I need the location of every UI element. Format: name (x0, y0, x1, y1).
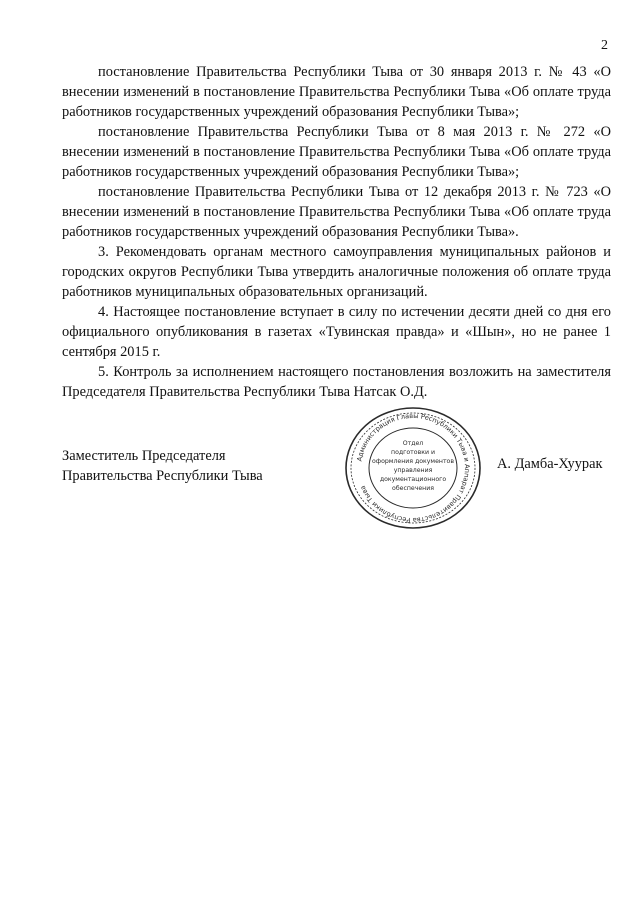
signatory-title-line: Заместитель Председателя (62, 448, 226, 464)
page-number: 2 (601, 38, 608, 53)
paragraph: постановление Правительства Республики Тыва от 30 января 2013 г. № 43 «О внесении изменений в постановление Правительства Республики Тыва «Об оплате труда работников государственных учреждений образования Республики Тыва»; (62, 64, 611, 120)
document-body (62, 62, 611, 402)
seal-ring-text: Администрация Главы Республики Тыва и Аппарат Правительства Республики Тыва (355, 411, 472, 525)
official-seal (342, 405, 484, 531)
paragraph: 5. Контроль за исполнением настоящего постановления возложить на заместителя Председателя Правительства Республики Тыва Натсак О.Д. (62, 364, 611, 400)
seal-center-text: управления (393, 467, 433, 474)
seal-center-text: обеспечения (392, 485, 434, 492)
seal-center-text: документационного (379, 476, 447, 483)
paragraph: постановление Правительства Республики Тыва от 8 мая 2013 г. № 272 «О внесении изменений в постановление Правительства Республики Тыва «Об оплате труда работников государственных учреждений образования Республики Тыва»; (62, 124, 611, 180)
signatory-title (62, 446, 263, 486)
paragraph: постановление Правительства Республики Тыва от 12 декабря 2013 г. № 723 «О внесении изменений в постановление Правительства Республики Тыва «Об оплате труда работников государственных учреждений образования Республики Тыва». (62, 184, 611, 240)
signatory-title-line: Правительства Республики Тыва (62, 468, 263, 484)
seal-center-text: Отдел (402, 440, 424, 447)
seal-center-text: подготовки и (391, 449, 435, 456)
paragraph: 3. Рекомендовать органам местного самоуправления муниципальных районов и городских округов Республики Тыва утвердить аналогичные положения об оплате труда работников муниципальных образовательных организаций. (62, 244, 611, 300)
paragraph: 4. Настоящее постановление вступает в силу по истечении десяти дней со дня его официального опубликования в газетах «Тувинская правда» и «Шын», но не ранее 1 сентября 2015 г. (62, 304, 611, 360)
seal-center-text: оформления документов (372, 458, 454, 465)
signatory-name: А. Дамба-Хуурак (497, 456, 603, 472)
